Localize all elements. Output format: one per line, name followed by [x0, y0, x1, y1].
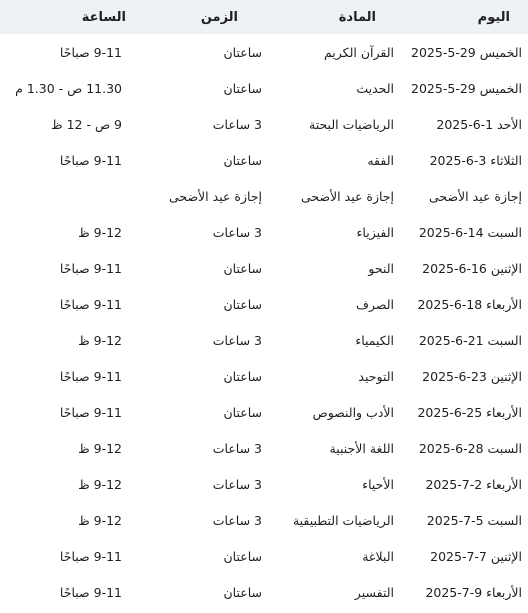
cell-day: الأربعاء 2-7-2025 — [425, 476, 522, 492]
cell-duration: 3 ساعات — [212, 440, 262, 456]
cell-duration: ساعتان — [223, 584, 262, 600]
cell-time: 9-12 ظ — [78, 476, 122, 492]
table-row — [0, 106, 528, 142]
table-row — [0, 538, 528, 574]
cell-subject: الأحياء — [362, 476, 394, 492]
cell-day: الأحد 1-6-2025 — [436, 116, 522, 132]
header-subject: المادة — [268, 0, 400, 34]
table-row — [0, 142, 528, 178]
cell-duration: ساعتان — [223, 296, 262, 312]
table-row — [0, 466, 528, 502]
table-body — [0, 34, 528, 610]
header-duration: الزمن — [136, 0, 268, 34]
cell-time: 9-12 ظ — [78, 440, 122, 456]
cell-subject: الصرف — [356, 296, 394, 312]
cell-duration: إجازة عيد الأضحى — [168, 188, 262, 204]
cell-day: السبت 5-7-2025 — [426, 512, 522, 528]
cell-time: 9-11 صباحًا — [59, 584, 122, 600]
cell-subject: الحديث — [356, 80, 394, 96]
cell-subject: الأدب والنصوص — [312, 404, 394, 420]
cell-subject: البلاغة — [362, 548, 394, 564]
table-header — [0, 0, 528, 34]
cell-day: الخميس 29-5-2025 — [411, 80, 522, 96]
cell-duration: ساعتان — [223, 368, 262, 384]
cell-subject: الرياضيات التطبيقية — [292, 512, 394, 528]
header-row — [0, 0, 528, 34]
cell-subject: التفسير — [354, 584, 394, 600]
table-row — [0, 178, 528, 214]
cell-time: 9-12 ظ — [78, 224, 122, 240]
header-day: اليوم — [400, 0, 528, 34]
cell-day: إجازة عيد الأضحى — [428, 188, 522, 204]
cell-day: الأربعاء 18-6-2025 — [417, 296, 522, 312]
cell-subject: التوحيد — [358, 368, 394, 384]
cell-day: السبت 21-6-2025 — [418, 332, 522, 348]
cell-duration: 3 ساعات — [212, 332, 262, 348]
table-row — [0, 250, 528, 286]
cell-day: الإثنين 16-6-2025 — [422, 260, 522, 276]
cell-duration: 3 ساعات — [212, 476, 262, 492]
cell-subject: الفقه — [367, 152, 394, 168]
cell-time: 9-11 صباحًا — [59, 296, 122, 312]
cell-day: السبت 14-6-2025 — [418, 224, 522, 240]
cell-day: الإثنين 23-6-2025 — [422, 368, 522, 384]
table-row — [0, 34, 528, 70]
cell-day: الخميس 29-5-2025 — [411, 44, 522, 60]
cell-subject: القرآن الكريم — [323, 44, 394, 60]
table-row — [0, 322, 528, 358]
cell-time: 9-11 صباحًا — [59, 404, 122, 420]
cell-time: 9 ص - 12 ظ — [51, 116, 122, 132]
table-row — [0, 286, 528, 322]
cell-duration: ساعتان — [223, 152, 262, 168]
cell-subject: إجازة عيد الأضحى — [300, 188, 394, 204]
cell-duration: ساعتان — [223, 548, 262, 564]
cell-time: 9-12 ظ — [78, 512, 122, 528]
cell-time: 11.30 ص - 1.30 م — [15, 80, 122, 96]
cell-day: الأربعاء 25-6-2025 — [417, 404, 522, 420]
table-row — [0, 358, 528, 394]
cell-time — [0, 178, 136, 214]
table-row — [0, 574, 528, 610]
cell-day: الأربعاء 9-7-2025 — [425, 584, 522, 600]
table-row — [0, 70, 528, 106]
cell-day: الثلاثاء 3-6-2025 — [429, 152, 522, 168]
cell-time: 9-11 صباحًا — [59, 152, 122, 168]
table-row — [0, 394, 528, 430]
cell-subject: الرياضيات البحتة — [309, 116, 394, 132]
cell-subject: الفيزياء — [356, 224, 394, 240]
cell-day: السبت 28-6-2025 — [418, 440, 522, 456]
cell-subject: اللغة الأجنبية — [329, 440, 394, 456]
cell-duration: ساعتان — [223, 44, 262, 60]
cell-subject: النحو — [368, 260, 394, 276]
cell-day: الإثنين 7-7-2025 — [430, 548, 522, 564]
cell-time: 9-11 صباحًا — [59, 260, 122, 276]
cell-duration: ساعتان — [223, 404, 262, 420]
header-time: الساعة — [0, 0, 136, 34]
cell-time: 9-12 ظ — [78, 332, 122, 348]
cell-duration: ساعتان — [223, 260, 262, 276]
cell-time: 9-11 صباحًا — [59, 548, 122, 564]
cell-duration: 3 ساعات — [212, 512, 262, 528]
table-row — [0, 214, 528, 250]
cell-duration: 3 ساعات — [212, 116, 262, 132]
cell-subject: الكيمياء — [355, 332, 394, 348]
table-row — [0, 502, 528, 538]
cell-time: 9-11 صباحًا — [59, 44, 122, 60]
table-row — [0, 430, 528, 466]
cell-duration: ساعتان — [223, 80, 262, 96]
cell-time: 9-11 صباحًا — [59, 368, 122, 384]
cell-duration: 3 ساعات — [212, 224, 262, 240]
